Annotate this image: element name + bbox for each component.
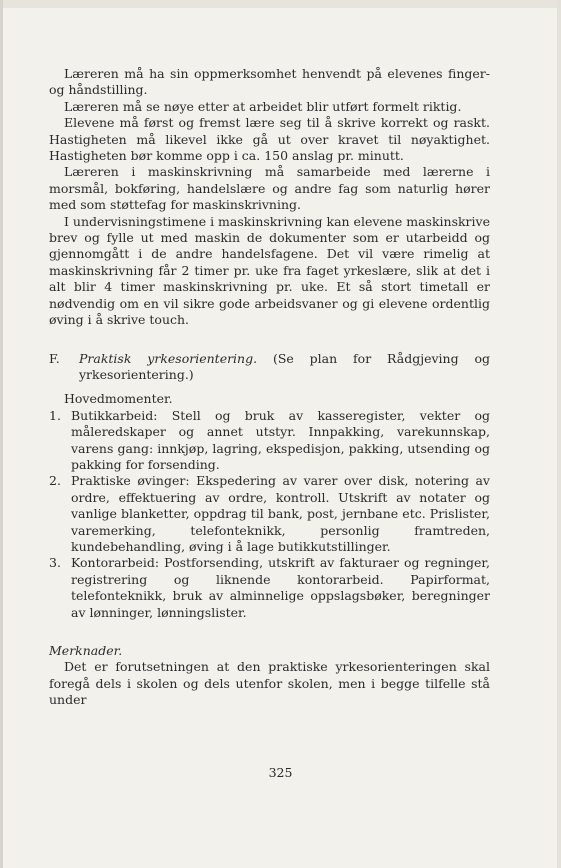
item-text: Kontorarbeid: Postforsending, utskrift av fakturaer og regninger, registrering og liknende kontorarbeid. Papirformat, telefonteknikk, bruk av alminnelige oppslagsbøker, beregninger av lønninger, lønningslister.	[71, 555, 490, 620]
scan-edge-right	[557, 0, 561, 868]
item-text: Praktiske øvinger: Ekspedering av varer over disk, notering av ordre, effektuering av ordre, kontroll. Utskrift av notater og vanlige blanketter, oppdrag til bank, post, jernbane etc. Prislister, varemerking, telefonteknikk, personlig framtreden, kundebehandling, øving i å lage butikkutstillinger.	[71, 473, 490, 554]
paragraph-4: Læreren i maskinskrivning må samarbeide med lærerne i morsmål, bokføring, handelslære og andre fag som naturlig hører med som støttefag for maskinskrivning.	[49, 164, 490, 213]
remarks-heading: Merknader.	[49, 643, 123, 658]
paragraph-3: Elevene må først og fremst lære seg til å skrive korrekt og raskt. Hastigheten må likevel ikke gå ut over kravet til nøyaktighet. Hastigheten bør komme opp i ca. 150 anslag pr. minutt.	[49, 115, 490, 164]
section-heading	[49, 351, 490, 384]
item-number: 3.	[49, 555, 61, 571]
item-number: 1.	[49, 407, 61, 423]
section-note: (Se plan for Rådgjeving og yrkesorientering.)	[79, 350, 490, 382]
list-item	[49, 555, 490, 621]
item-number: 2.	[49, 473, 61, 489]
section-title: Praktisk yrkesorientering.	[79, 350, 258, 366]
item-text: Butikkarbeid: Stell og bruk av kasseregister, vekter og måleredskaper og annet utstyr. Innpakking, varekunnskap, varens gang: innkjøp, lagring, ekspedisjon, pakking, utsending og pakking for forsending.	[71, 407, 490, 472]
paragraph-1: Læreren må ha sin oppmerksomhet henvendt på elevenes finger-og håndstilling.	[49, 66, 490, 98]
list-item	[49, 473, 490, 555]
scan-edge-top	[0, 0, 561, 8]
paragraph-5: I undervisningstimene i maskinskrivning kan elevene maskinskrive brev og fylle ut med maskin de dokumenter som er utarbeidd og gjennomgått i de andre handelsfagene. Det vil være rimelig at maskinskrivning får 2 timer pr. uke fra faget yrkeslære, slik at det i alt blir 4 timer maskinskrivning pr. uke. Et så stort timetall er nødvendig om en vil sikre gode arbeidsvaner og gi elevene ordentlig øving i å skrive touch.	[49, 213, 490, 328]
section-label: F.	[49, 350, 60, 366]
page-body	[49, 66, 490, 709]
main-points-list	[49, 408, 490, 621]
scan-edge-left	[0, 0, 3, 868]
list-item	[49, 408, 490, 474]
page-number: 325	[268, 765, 293, 780]
subheading: Hovedmomenter.	[64, 391, 173, 407]
paragraph-2: Læreren må se nøye etter at arbeidet blir utført formelt riktig.	[64, 98, 462, 114]
remarks-paragraph: Det er forutsetningen at den praktiske yrkesorienteringen skal foregå dels i skolen og dels utenfor skolen, men i begge tilfelle stå under	[49, 659, 490, 708]
